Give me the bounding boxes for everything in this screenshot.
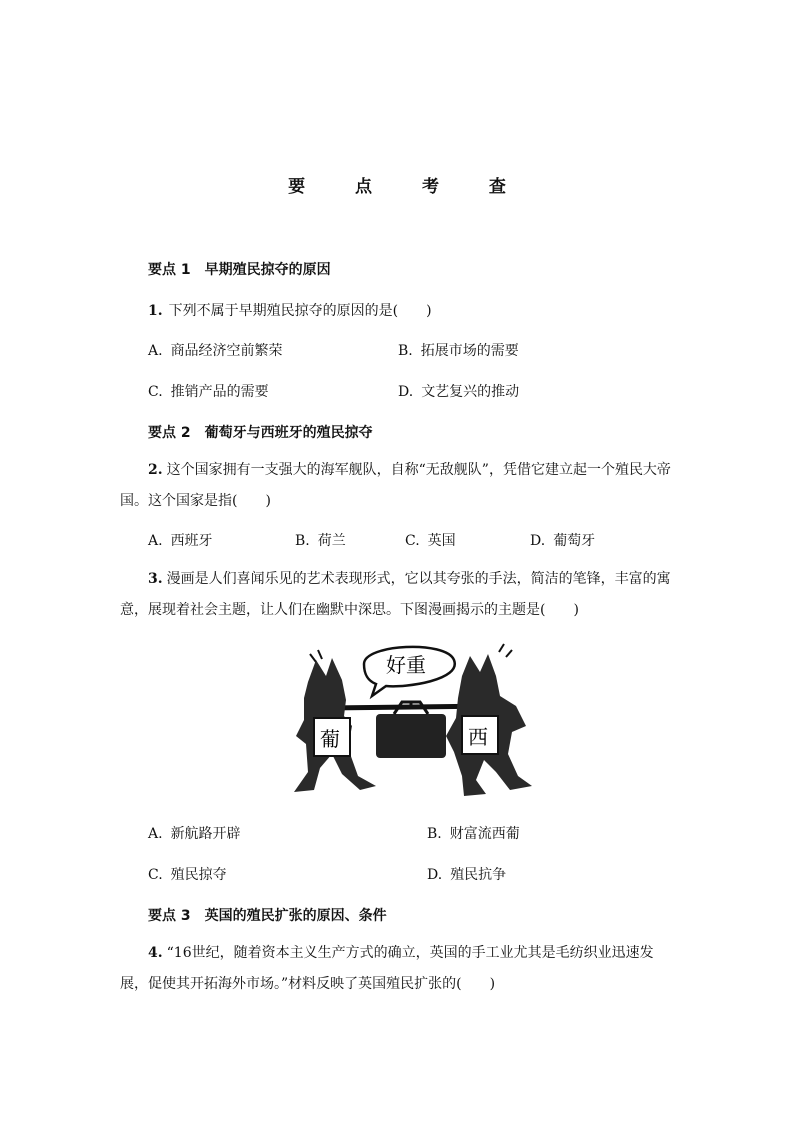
option-letter: D. (398, 384, 414, 400)
question-text: 漫画是人们喜闻乐见的艺术表现形式，它以其夸张的手法，简洁的笔锋，丰富的寓意，展现着社会主题，让人们在幽默中深思。下图漫画揭示的主题是( ) (120, 571, 671, 618)
question-3 (120, 564, 676, 626)
q2-option-a[interactable] (148, 530, 213, 550)
q2-option-d[interactable] (530, 530, 595, 550)
q2-option-c[interactable] (405, 530, 456, 550)
q3-option-c[interactable] (148, 864, 227, 884)
option-text: 文艺复兴的推动 (421, 384, 520, 400)
bubble-text: 好重 (386, 653, 426, 677)
q1-option-c[interactable] (148, 381, 269, 401)
q3-option-b[interactable] (427, 823, 520, 843)
question-number: 4. (148, 945, 163, 961)
option-text: 荷兰 (317, 533, 346, 549)
q3-option-d[interactable] (427, 864, 506, 884)
question-2 (120, 455, 676, 517)
option-text: 推销产品的需要 (170, 384, 269, 400)
q2-option-b[interactable] (295, 530, 346, 550)
option-text: 商品经济空前繁荣 (170, 343, 283, 359)
q1-option-d[interactable] (398, 381, 519, 401)
question-4 (120, 938, 676, 1000)
option-letter: D. (427, 867, 443, 883)
option-letter: B. (295, 533, 310, 549)
section-title: 英国的殖民扩张的原因、条件 (204, 908, 387, 924)
question-text: “16世纪，随着资本主义生产方式的确立，英国的手工业尤其是毛纺织业迅速发展，促使其开拓海外市场。”材料反映了英国殖民扩张的( ) (120, 945, 654, 992)
option-text: 财富流西葡 (449, 826, 520, 842)
option-letter: C. (148, 867, 163, 883)
question-text: 这个国家拥有一支强大的海军舰队，自称“无敌舰队”，凭借它建立起一个殖民大帝国。这个国家是指( ) (120, 462, 671, 509)
q3-option-a[interactable] (148, 823, 241, 843)
section-heading-2 (148, 422, 373, 442)
question-number: 3. (148, 571, 163, 587)
section-number: 要点 3 (148, 908, 191, 924)
question-text: 下列不属于早期殖民掠夺的原因的是( ) (168, 303, 432, 319)
money-bag (376, 714, 446, 758)
cartoon-illustration (286, 636, 534, 800)
option-text: 英国 (427, 533, 456, 549)
option-letter: A. (148, 533, 163, 549)
question-number: 2. (148, 462, 163, 478)
option-letter: B. (398, 343, 413, 359)
page-title: 要 点 考 查 (288, 177, 528, 197)
right-sign-text: 西 (468, 725, 488, 749)
q1-option-b[interactable] (398, 340, 519, 360)
option-text: 拓展市场的需要 (420, 343, 519, 359)
option-letter: A. (148, 826, 163, 842)
left-sign-text: 葡 (320, 727, 340, 751)
section-number: 要点 1 (148, 262, 191, 278)
option-text: 殖民掠夺 (170, 867, 227, 883)
option-text: 葡萄牙 (553, 533, 596, 549)
option-text: 西班牙 (170, 533, 213, 549)
section-heading-1 (148, 259, 331, 279)
option-text: 新航路开辟 (170, 826, 241, 842)
section-number: 要点 2 (148, 425, 191, 441)
option-letter: B. (427, 826, 442, 842)
section-title: 早期殖民掠夺的原因 (204, 262, 331, 278)
option-letter: D. (530, 533, 546, 549)
option-letter: A. (148, 343, 163, 359)
question-1 (148, 300, 432, 320)
q1-option-a[interactable] (148, 340, 283, 360)
section-title: 葡萄牙与西班牙的殖民掠夺 (204, 425, 373, 441)
option-letter: C. (405, 533, 420, 549)
question-number: 1. (148, 303, 163, 319)
option-text: 殖民抗争 (450, 867, 507, 883)
section-heading-3 (148, 905, 387, 925)
option-letter: C. (148, 384, 163, 400)
